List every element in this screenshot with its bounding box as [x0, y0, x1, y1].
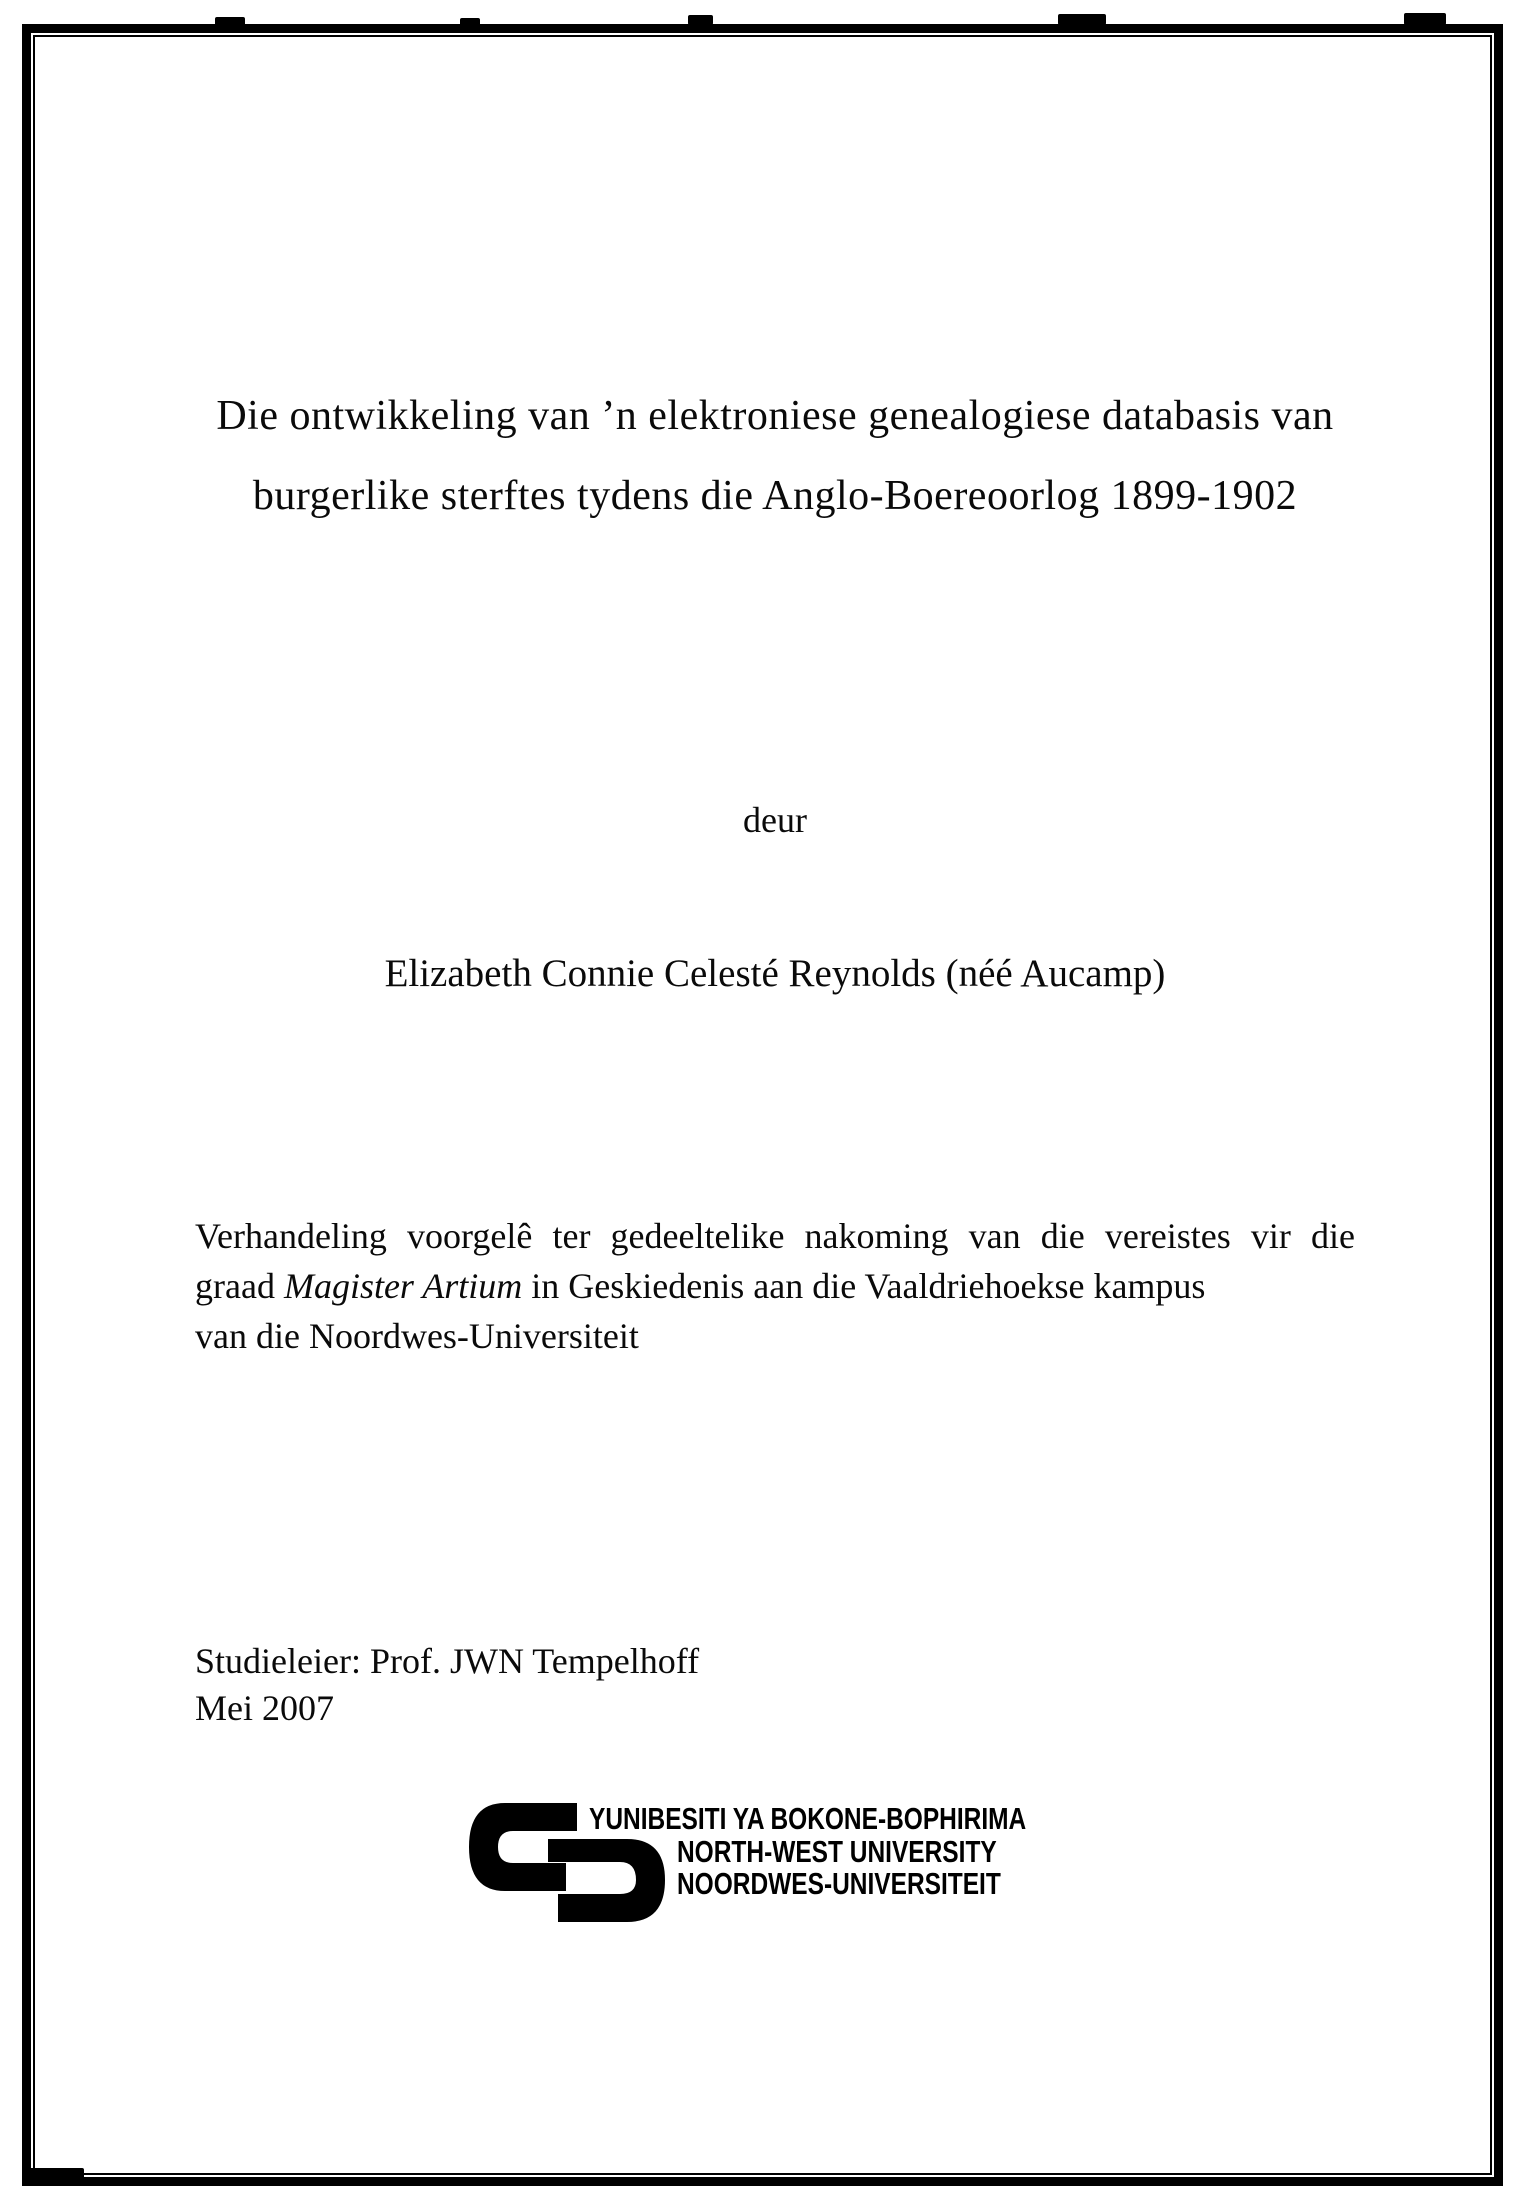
author-name: Elizabeth Connie Celesté Reynolds (néé Aucamp): [384, 952, 1166, 995]
logo-text-setswana: YUNIBESITI YA BOKONE-BOPHIRIMA: [589, 1801, 1027, 1836]
degree-statement-line-1: Verhandeling voorgelê ter gedeeltelike nakoming van die vereistes vir die: [195, 1216, 1355, 1256]
scan-artifact: [460, 18, 480, 26]
scan-artifact: [215, 17, 245, 26]
scan-artifact: [1058, 14, 1106, 25]
degree-statement-line-2: [195, 1261, 1355, 1311]
scan-artifact: [688, 15, 713, 25]
degree-statement-line-2-pre: graad: [195, 1266, 284, 1306]
thesis-title-line-1: Die ontwikkeling van ’n elektroniese genealogiese databasis van: [216, 393, 1334, 439]
logo-text-afrikaans: NOORDWES-UNIVERSITEIT: [677, 1866, 1001, 1901]
date-line: Mei 2007: [195, 1688, 334, 1728]
scan-artifact: [1404, 13, 1446, 25]
supervisor-line: Studieleier: Prof. JWN Tempelhoff: [195, 1641, 700, 1681]
degree-statement-line-2-post: in Geskiedenis aan die Vaaldriehoekse kampus: [522, 1266, 1206, 1306]
degree-name-italic: Magister Artium: [283, 1266, 523, 1306]
logo-text-english: NORTH-WEST UNIVERSITY: [677, 1834, 997, 1869]
thesis-title-line-2: burgerlike sterftes tydens die Anglo-Boereoorlog 1899-1902: [252, 473, 1298, 519]
scan-artifact: [24, 2168, 84, 2182]
degree-statement: [195, 1211, 1355, 1361]
byline-deur: deur: [743, 800, 807, 840]
degree-statement-line-3: van die Noordwes-Universiteit: [195, 1316, 639, 1356]
